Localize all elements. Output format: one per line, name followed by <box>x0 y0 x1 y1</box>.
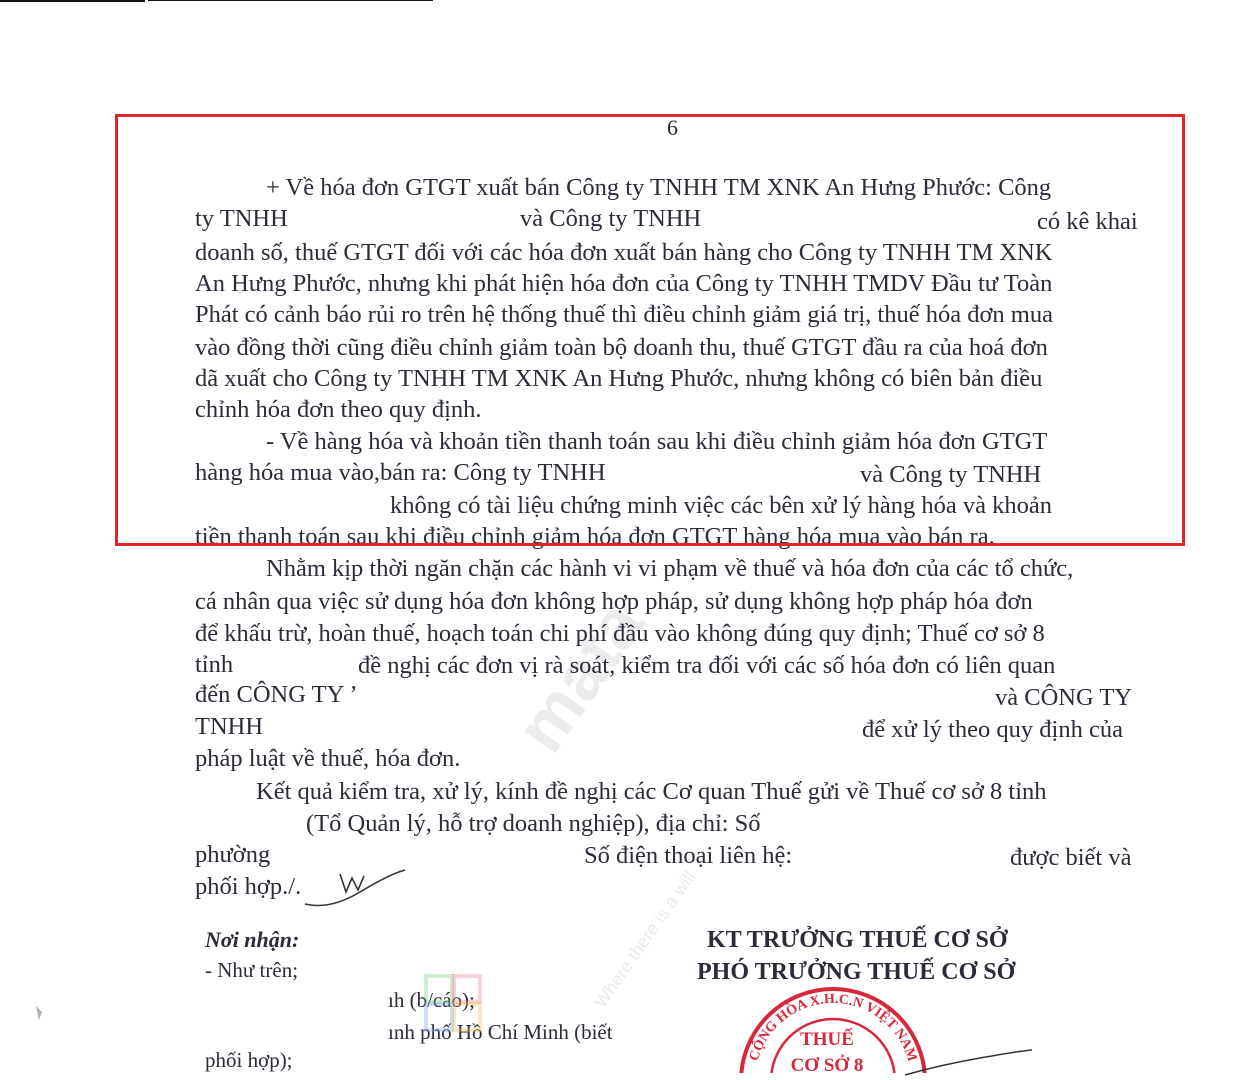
text-line-p4-l3b: Số điện thoại liên hệ: <box>584 842 793 869</box>
text-line-p3-l6b: để xử lý theo quy định của <box>862 716 1123 743</box>
text-line-p1-l2c: có kê khai <box>1037 208 1138 235</box>
signer-title-line2: PHÓ TRƯỞNG THUẾ CƠ SỞ <box>697 959 1016 985</box>
faint-logo-icon <box>418 968 488 1073</box>
text-line-p1-l1: + Về hóa đơn GTGT xuất bán Công ty TNHH TM XNK An Hưng Phước: Công <box>266 174 1052 201</box>
text-line-p4-l4: phối hợp./. <box>195 873 302 900</box>
recipient-r2: ıh (b/cáo); <box>388 988 475 1012</box>
text-line-p3-l3: để khấu trừ, hoàn thuế, hoạch toán chi phí đầu vào không đúng quy định; Thuế cơ sở 8 <box>195 620 1045 647</box>
text-line-p1-l6: vào đồng thời cũng điều chỉnh giảm toàn bộ doanh thu, thuế GTGT đầu ra của hoá đơn <box>195 334 1048 361</box>
text-line-p1-l5: Phát có cảnh báo rủi ro trên hệ thống thuế thì điều chỉnh giảm giá trị, thuế hóa đơn mua <box>195 301 1053 328</box>
handwritten-initials-icon <box>300 862 410 912</box>
top-edge-line-left <box>0 0 145 2</box>
text-line-p4-l3c: được biết và <box>1010 844 1132 871</box>
text-line-p4-l3a: phường <box>195 841 271 868</box>
recipient-r4: phối hợp); <box>205 1048 293 1072</box>
text-line-p3-l5b: và CÔNG TY <box>995 684 1133 711</box>
text-line-p3-l4b: đề nghị các đơn vị rà soát, kiểm tra đối với các số hóa đơn có liên quan <box>358 652 1056 679</box>
text-line-p1-l7: dã xuất cho Công ty TNHH TM XNK An Hưng Phước, nhưng không có biên bản điều <box>195 365 1043 392</box>
text-line-p2-l2a: hàng hóa mua vào,bán ra: Công ty TNHH <box>195 459 606 486</box>
svg-text:CỘNG HÒA X.H.C.N VIỆT NAM <box>747 992 920 1064</box>
text-line-p3-l6a: TNHH <box>195 713 264 740</box>
recipients-title: Nơi nhận: <box>205 927 300 952</box>
text-line-p1-l4: An Hưng Phước, nhưng khi phát hiện hóa đơn của Công ty TNHH TMDV Đầu tư Toàn <box>195 270 1053 297</box>
highlight-box <box>115 114 1185 546</box>
text-line-p2-l2b: và Công ty TNHH <box>860 461 1042 488</box>
stamp-center-line1: THUẾ <box>800 1029 854 1050</box>
text-line-p1-l3: doanh số, thuế GTGT đối với các hóa đơn xuất bán hàng cho Công ty TNHH TM XNK <box>195 239 1053 266</box>
watermark-tagline: Where there is a will <box>590 867 700 1012</box>
text-line-p1-l2a: ty TNHH <box>195 205 288 232</box>
text-line-p2-l1: - Về hàng hóa và khoản tiền thanh toán sau khi điều chỉnh giảm hóa đơn GTGT <box>266 428 1048 455</box>
stamp-ring-text: CỘNG HÒA X.H.C.N VIỆT NAM <box>746 991 920 1064</box>
text-line-p3-l5a: đến CÔNG TY ’ <box>195 681 358 708</box>
top-edge-line-right <box>148 0 433 1</box>
margin-smudge-icon <box>32 1004 46 1024</box>
signer-title-line1: KT TRƯỞNG THUẾ CƠ SỞ <box>707 927 1008 953</box>
page-number: 6 <box>667 115 678 140</box>
text-line-p3-l2: cá nhân qua việc sử dụng hóa đơn không hợp pháp, sử dụng không hợp pháp hóa đơn <box>195 588 1033 615</box>
text-line-p4-l1: Kết quả kiểm tra, xử lý, kính đề nghị các Cơ quan Thuế gửi về Thuế cơ sở 8 tỉnh <box>256 778 1047 805</box>
recipient-r3: ınh phố Hồ Chí Minh (biết <box>388 1020 613 1044</box>
text-line-p1-l2b: và Công ty TNHH <box>520 205 702 232</box>
stamp-center-line2: CƠ SỞ 8 <box>790 1055 864 1073</box>
watermark-brand: mata <box>500 586 659 766</box>
text-line-p4-l2: (Tổ Quản lý, hỗ trợ doanh nghiệp), địa chỉ: Số <box>306 810 761 837</box>
text-line-p3-l4a: tỉnh <box>195 651 234 678</box>
text-line-p1-l8: chỉnh hóa đơn theo quy định. <box>195 396 482 423</box>
text-line-p3-l1: Nhằm kịp thời ngăn chặn các hành vi vi phạm về thuế và hóa đơn của các tổ chức, <box>266 555 1074 582</box>
text-line-p2-l3: không có tài liệu chứng minh việc các bên xử lý hàng hóa và khoản <box>390 492 1053 519</box>
text-line-p3-l7: pháp luật về thuế, hóa đơn. <box>195 745 461 772</box>
signature-stroke-icon <box>900 1040 1040 1080</box>
text-line-p2-l4: tiền thanh toán sau khi điều chỉnh giảm hóa đơn GTGT hàng hóa mua vào bán ra. <box>195 523 995 550</box>
recipient-r1: - Như trên; <box>205 958 299 982</box>
